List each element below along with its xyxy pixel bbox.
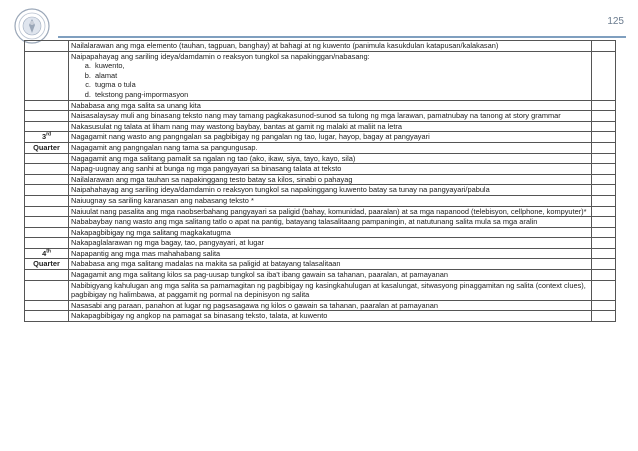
table-row: [25, 111, 616, 122]
competency-cell: Nakapagbibigay ng mga salitang magkakatugma: [69, 227, 592, 238]
quarter-suffix: th: [46, 248, 51, 255]
table-row: [25, 164, 616, 175]
competency-cell: Naiuulat nang pasalita ang mga naobserbahang pangyayari sa paligid (bahay, komunidad, paaralan) at sa mga napanood (telebisyon, cellphone, kompyuter)*: [69, 206, 592, 217]
quarter-cell: [25, 164, 69, 175]
quarter-cell: [25, 206, 69, 217]
check-cell: [592, 51, 616, 100]
table-row: [25, 174, 616, 185]
quarter-label-fourth: [25, 248, 69, 259]
check-cell: [592, 206, 616, 217]
quarter-cell: [25, 300, 69, 311]
competency-cell: Nagagamit ang mga salitang pamalit sa ngalan ng tao (ako, ikaw, siya, tayo, kayo, sila): [69, 153, 592, 164]
table-row: [25, 153, 616, 164]
quarter-cell: [25, 217, 69, 228]
competency-text: Naipapahayag ang sariling ideya/damdamin o reaksyon tungkol sa napakinggan/nabasang:: [71, 51, 370, 61]
quarter-suffix: rd: [46, 131, 52, 138]
quarter-ordinal: 4: [42, 248, 47, 258]
check-cell: [592, 174, 616, 185]
table-row: [25, 206, 616, 217]
competency-cell: Napag-uugnay ang sanhi at bunga ng mga pangyayari sa binasang talata at teksto: [69, 164, 592, 175]
competency-cell: Nagagamit nang wasto ang pangngalan sa pagbibigay ng pangalan ng tao, lugar, hayop, bagay at pangyayari: [69, 132, 592, 143]
competency-cell: Nababaybay nang wasto ang mga salitang tatlo o apat na pantig, batayang talasalitaang pampaningin, at natutunang salita mula sa mga aralin: [69, 217, 592, 228]
quarter-cell: [25, 185, 69, 196]
check-cell: [592, 164, 616, 175]
table-row: [25, 248, 616, 259]
quarter-cell: [25, 41, 69, 52]
table-row: [25, 270, 616, 281]
check-cell: [592, 132, 616, 143]
sublist: [71, 61, 589, 99]
table-row: [25, 227, 616, 238]
check-cell: [592, 195, 616, 206]
quarter-cell: [25, 121, 69, 132]
list-item: c. tugma o tula: [93, 80, 589, 90]
table-row: [25, 259, 616, 270]
competency-cell: Nailalarawan ang mga elemento (tauhan, tagpuan, banghay) at bahagi at ng kuwento (panimula kasukdulan katapusan/kalakasan): [69, 41, 592, 52]
competency-cell: Napapantig ang mga mas mahahabang salita: [69, 248, 592, 259]
check-cell: [592, 185, 616, 196]
competency-cell: Nakapaglalarawan ng mga bagay, tao, pangyayari, at lugar: [69, 238, 592, 249]
competency-cell: Nasasabi ang paraan, panahon at lugar ng pagsasagawa ng kilos o gawain sa tahanan, paaralan at pamayanan: [69, 300, 592, 311]
check-cell: [592, 41, 616, 52]
table-row: [25, 217, 616, 228]
competency-cell: Nababasa ang mga salitang madalas na makita sa paligid at batayang talasalitaan: [69, 259, 592, 270]
quarter-cell: [25, 111, 69, 122]
quarter-ordinal: 3: [41, 132, 47, 142]
check-cell: [592, 270, 616, 281]
check-cell: [592, 142, 616, 153]
check-cell: [592, 217, 616, 228]
deped-seal-logo: [14, 8, 50, 44]
check-cell: [592, 121, 616, 132]
competency-cell: Nakasusulat ng talata at liham nang may wastong baybay, bantas at gamit ng malaki at maliit na letra: [69, 121, 592, 132]
quarter-cell: [25, 227, 69, 238]
check-cell: [592, 259, 616, 270]
competency-cell: Nababasa ang mga salita sa unang kita: [69, 100, 592, 111]
quarter-cell: [25, 311, 69, 322]
table-row: [25, 100, 616, 111]
quarter-cell: [25, 153, 69, 164]
competency-cell: Naisasalaysay muli ang binasang teksto nang may tamang pagkakasunod-sunod sa tulong ng mga larawan, pamatnubay na tanong at story grammar: [69, 111, 592, 122]
check-cell: [592, 227, 616, 238]
list-item: d. tekstong pang-impormasyon: [93, 90, 589, 100]
table-row: [25, 121, 616, 132]
list-item: b. alamat: [93, 71, 589, 81]
check-cell: [592, 111, 616, 122]
table-row: [25, 41, 616, 52]
competency-cell: Nagagamit ang pangngalan nang tama sa pangungusap.: [69, 142, 592, 153]
quarter-cell: [25, 280, 69, 300]
competency-cell: [69, 51, 592, 100]
quarter-word-third: Quarter: [25, 142, 69, 153]
competency-cell: Nabibigyang kahulugan ang mga salita sa pamamagitan ng pagbibigay ng kasingkahulugan at kasalungat, sitwasyong pinaggamitan ng salita (context clues), pagbibigay ng halimbawa, at paggamit ng pormal na depinisyon ng salita: [69, 280, 592, 300]
table-row: [25, 185, 616, 196]
quarter-cell: [25, 238, 69, 249]
quarter-cell: [25, 270, 69, 281]
table-row: [25, 142, 616, 153]
table-row: [25, 51, 616, 100]
competency-cell: Nagagamit ang mga salitang kilos sa pag-uusap tungkol sa iba't ibang gawain sa tahanan, paaralan, at pamayanan: [69, 270, 592, 281]
competency-table: [24, 40, 616, 322]
check-cell: [592, 248, 616, 259]
quarter-label-third: [25, 132, 69, 143]
table-row: [25, 195, 616, 206]
check-cell: [592, 300, 616, 311]
competency-cell: Naipahahayag ang sariling ideya/damdamin o reaksyon tungkol sa napakinggang kuwento batay sa tunay na pangyayari/pabula: [69, 185, 592, 196]
quarter-cell: [25, 174, 69, 185]
header-rule: [58, 36, 626, 38]
check-cell: [592, 311, 616, 322]
table-row: [25, 132, 616, 143]
check-cell: [592, 153, 616, 164]
competency-cell: Nakapagbibigay ng angkop na pamagat sa binasang teksto, talata, at kuwento: [69, 311, 592, 322]
page-number: 125: [607, 16, 624, 27]
table-row: [25, 238, 616, 249]
competency-cell: Naiuugnay sa sariling karanasan ang nabasang teksto *: [69, 195, 592, 206]
table-row: [25, 311, 616, 322]
check-cell: [592, 280, 616, 300]
competency-cell: Nailalarawan ang mga tauhan sa napakinggang testo batay sa kilos, sinabi o pahayag: [69, 174, 592, 185]
quarter-cell: [25, 195, 69, 206]
check-cell: [592, 238, 616, 249]
table-row: [25, 300, 616, 311]
quarter-cell: [25, 100, 69, 111]
table-row: [25, 280, 616, 300]
quarter-cell: [25, 51, 69, 100]
check-cell: [592, 100, 616, 111]
list-item: a. kuwento,: [93, 61, 589, 71]
quarter-word-fourth: Quarter: [25, 259, 69, 270]
